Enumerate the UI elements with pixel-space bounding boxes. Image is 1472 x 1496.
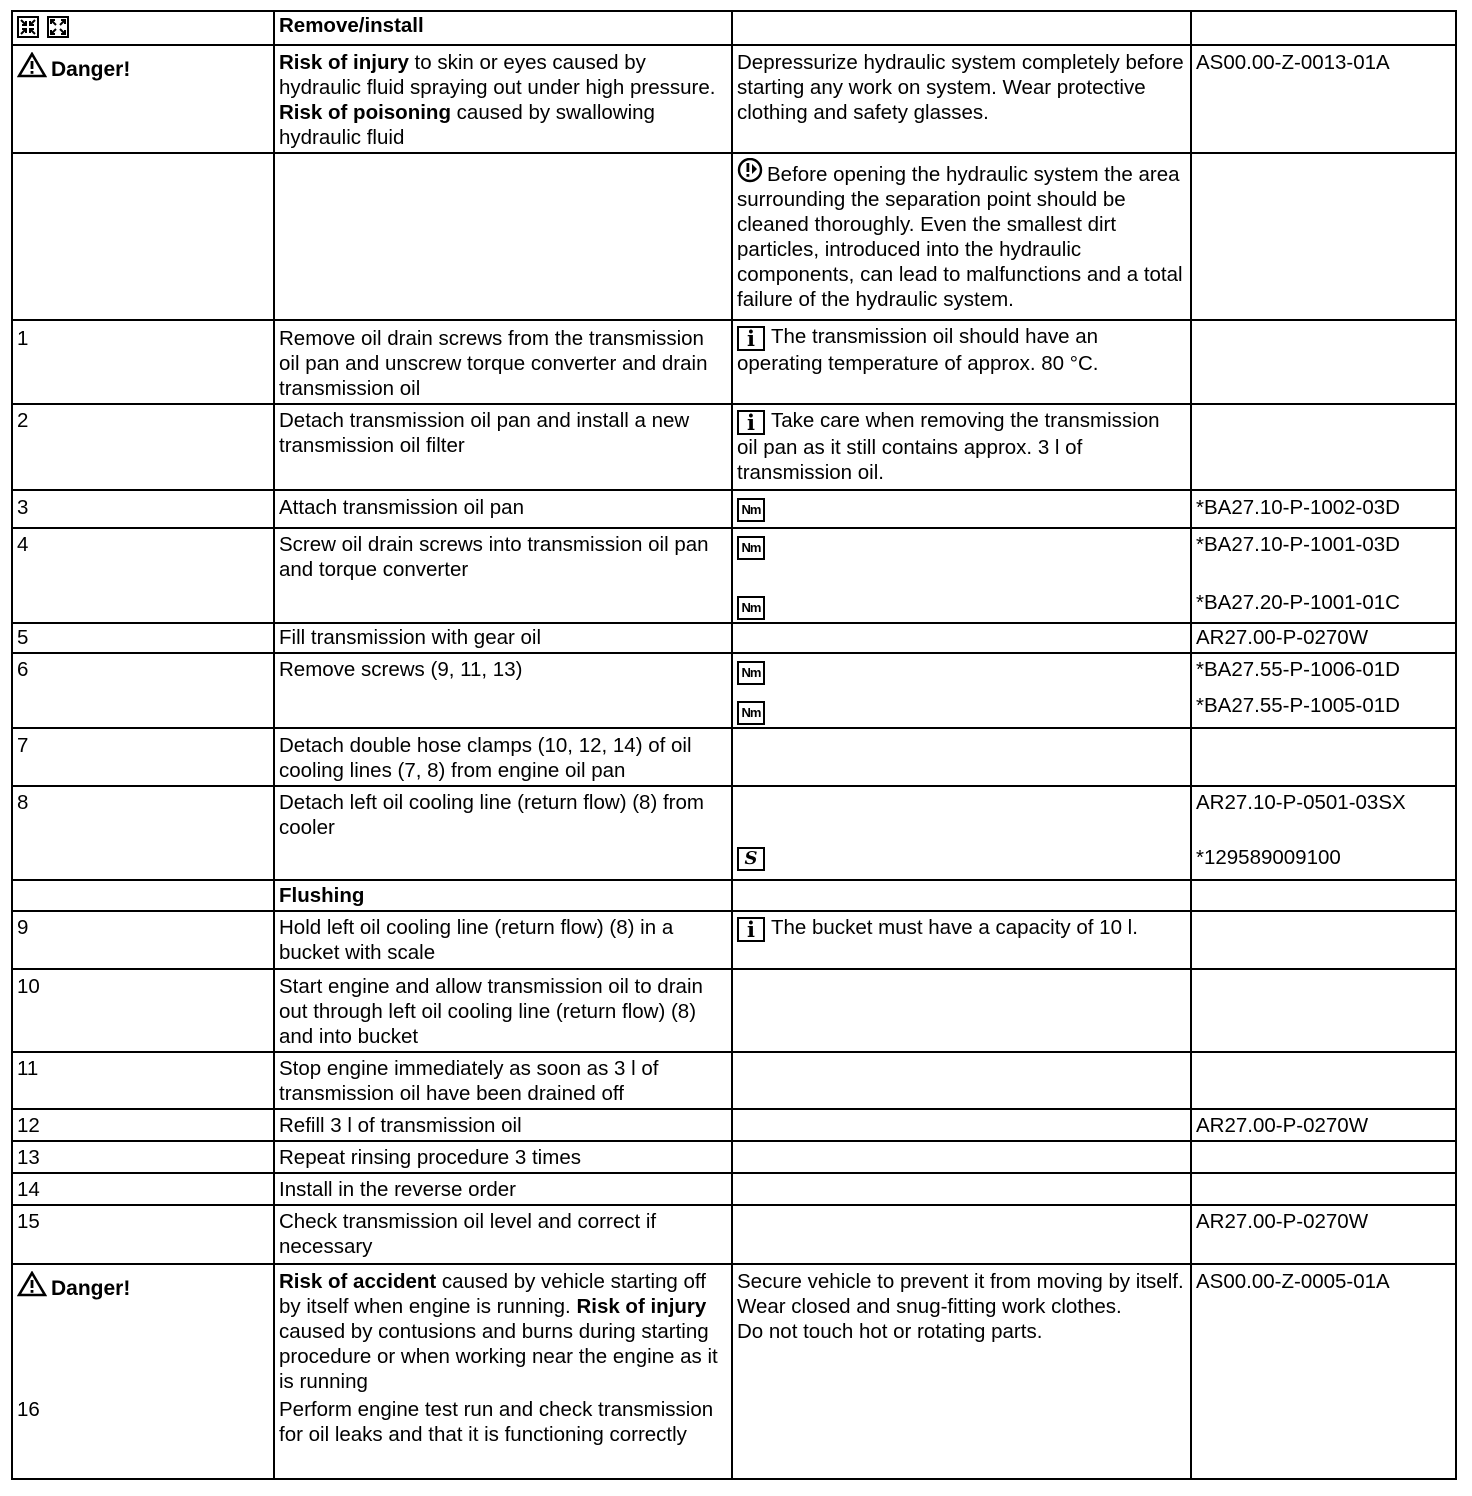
risk-heading: Risk of injury — [279, 51, 409, 74]
step-number — [12, 728, 274, 786]
step-row — [12, 623, 1456, 653]
step-description: Refill 3 l of transmission oil — [279, 1114, 522, 1137]
empty-cell — [1191, 880, 1456, 911]
danger-description — [274, 1264, 732, 1479]
torque-nm-icon[interactable]: Nm — [737, 498, 765, 522]
step-reference — [1191, 786, 1456, 880]
step-number-text: 6 — [17, 658, 29, 681]
empty-cell — [1191, 1141, 1456, 1173]
reference-link[interactable]: AS00.00-Z-0013-01A — [1196, 51, 1390, 74]
step-reference — [1191, 490, 1456, 528]
step-text — [274, 1052, 732, 1109]
empty-cell — [274, 153, 732, 320]
step-number — [12, 528, 274, 623]
note-text: Before opening the hydraulic system the area surrounding the separation point should be cleaned thoroughly. Even the smallest dirt particles, introduced into the hydraulic components, can lead to malfunctions and a total failure of the hydraulic system. — [737, 163, 1183, 311]
step-number — [12, 1141, 274, 1173]
torque-nm-icon[interactable]: Nm — [737, 701, 765, 725]
empty-cell — [732, 1141, 1191, 1173]
spacer — [17, 1301, 268, 1397]
spacer — [1196, 557, 1450, 590]
empty-cell — [1191, 969, 1456, 1052]
step-note — [732, 911, 1191, 969]
danger-row-engine — [12, 1264, 1456, 1479]
step-reference — [1191, 1205, 1456, 1264]
reference-link[interactable]: *BA27.10-P-1001-03D — [1196, 533, 1400, 556]
step-description: Perform engine test run and check transmission for oil leaks and that it is functioning correctly — [279, 1398, 714, 1446]
step-row — [12, 786, 1456, 880]
step-note — [732, 320, 1191, 404]
step-number-text: 16 — [17, 1398, 40, 1421]
spacer — [1196, 682, 1450, 693]
step-text — [274, 1205, 732, 1264]
risk-heading: Risk of injury — [576, 1295, 707, 1318]
step-text — [274, 969, 732, 1052]
step-description: Detach double hose clamps (10, 12, 14) of oil cooling lines (7, 8) from engine oil pan — [279, 734, 692, 782]
empty-cell — [732, 1109, 1191, 1141]
empty-cell — [732, 11, 1191, 45]
step-row — [12, 1052, 1456, 1109]
measure-text: Do not touch hot or rotating parts. — [737, 1320, 1043, 1343]
step-number-text: 3 — [17, 496, 29, 519]
spacer — [737, 685, 1185, 695]
reference-link[interactable]: *BA27.10-P-1002-03D — [1196, 496, 1400, 519]
empty-cell — [12, 880, 274, 911]
step-row — [12, 320, 1456, 404]
step-number-text: 12 — [17, 1114, 40, 1137]
empty-cell — [732, 880, 1191, 911]
step-description: Start engine and allow transmission oil to drain out through left oil cooling line (return flow) (8) and into bucket — [279, 975, 703, 1048]
empty-cell — [732, 969, 1191, 1052]
risk-text: caused by contusions and burns during starting procedure or when working near the engine as it is running — [279, 1320, 718, 1393]
step-number — [12, 1173, 274, 1205]
step-description: Attach transmission oil pan — [279, 496, 524, 519]
step-row — [12, 969, 1456, 1052]
step-row — [12, 1173, 1456, 1205]
step-number-text: 4 — [17, 533, 29, 556]
step-row — [12, 911, 1456, 969]
special-tool-icon[interactable]: S — [737, 847, 765, 871]
measure-text: Depressurize hydraulic system completely before starting any work on system. Wear protective clothing and safety glasses. — [737, 51, 1184, 124]
reference-link[interactable]: *BA27.20-P-1001-01C — [1196, 591, 1400, 614]
info-box-icon: i — [737, 917, 765, 942]
info-box-icon: i — [737, 326, 765, 351]
tool-reference-link[interactable]: *129589009100 — [1196, 846, 1341, 869]
step-number — [12, 623, 274, 653]
risk-heading: Risk of poisoning — [279, 101, 451, 124]
empty-cell — [1191, 153, 1456, 320]
step-note — [732, 490, 1191, 528]
measure-text: Wear closed and snug-fitting work clothes. — [737, 1295, 1122, 1318]
spacer — [737, 560, 1185, 590]
step-reference — [1191, 528, 1456, 623]
step-text — [274, 320, 732, 404]
empty-cell — [732, 1173, 1191, 1205]
step-number-text: 9 — [17, 916, 29, 939]
warning-triangle-icon — [17, 52, 47, 78]
step-number — [12, 969, 274, 1052]
step-description: Install in the reverse order — [279, 1178, 517, 1201]
empty-cell — [1191, 11, 1456, 45]
step-description: Detach transmission oil pan and install a new transmission oil filter — [279, 409, 690, 457]
step-text — [274, 490, 732, 528]
note-cell — [732, 153, 1191, 320]
subsection-title: Flushing — [279, 884, 365, 907]
step-row — [12, 728, 1456, 786]
step-number — [12, 911, 274, 969]
torque-nm-icon[interactable]: Nm — [737, 536, 765, 560]
danger-measure — [732, 45, 1191, 153]
note-row-cleaning — [12, 153, 1456, 320]
reference-link[interactable]: AS00.00-Z-0005-01A — [1196, 1270, 1390, 1293]
empty-cell — [12, 153, 274, 320]
step-text — [274, 786, 732, 880]
empty-cell — [732, 1205, 1191, 1264]
step-number-text: 5 — [17, 626, 29, 649]
note-text: The transmission oil should have an operating temperature of approx. 80 °C. — [737, 325, 1099, 375]
measure-text: Secure vehicle to prevent it from moving by itself. — [737, 1270, 1184, 1293]
step-number — [12, 1205, 274, 1264]
empty-cell — [732, 1052, 1191, 1109]
step-description: Remove oil drain screws from the transmission oil pan and unscrew torque converter and drain transmission oil — [279, 327, 708, 400]
danger-label: Danger! — [51, 58, 131, 81]
reference-link[interactable]: AR27.00-P-0270W — [1196, 1114, 1369, 1137]
step-reference — [1191, 653, 1456, 728]
step-text — [274, 728, 732, 786]
step-number-text: 10 — [17, 975, 40, 998]
step-number — [12, 1052, 274, 1109]
danger-row-hydraulic — [12, 45, 1456, 153]
step-text — [274, 653, 732, 728]
step-note — [732, 653, 1191, 728]
step-row — [12, 1205, 1456, 1264]
procedure-table — [11, 10, 1457, 1480]
step-text — [274, 528, 732, 623]
reference-link[interactable]: *BA27.55-P-1006-01D — [1196, 658, 1400, 681]
step-note — [732, 528, 1191, 623]
collapse-arrows-icon[interactable] — [17, 16, 39, 38]
empty-cell — [732, 728, 1191, 786]
reference-link[interactable]: AR27.00-P-0270W — [1196, 626, 1369, 649]
step-number-text: 13 — [17, 1146, 40, 1169]
reference-link[interactable]: AR27.00-P-0270W — [1196, 1210, 1369, 1233]
step-number — [12, 320, 274, 404]
step-description: Check transmission oil level and correct if necessary — [279, 1210, 657, 1258]
risk-text: to skin or eyes caused by hydraulic fluid spraying out under high pressure. — [279, 51, 716, 99]
torque-nm-icon[interactable]: Nm — [737, 596, 765, 620]
step-row — [12, 653, 1456, 728]
header-row — [12, 11, 1456, 45]
step-number — [12, 404, 274, 490]
empty-cell — [1191, 1173, 1456, 1205]
step-text — [274, 1141, 732, 1173]
empty-cell — [1191, 404, 1456, 490]
note-text: The bucket must have a capacity of 10 l. — [771, 916, 1138, 939]
info-box-icon: i — [737, 410, 765, 435]
step-text — [274, 404, 732, 490]
step-description: Screw oil drain screws into transmission oil pan and torque converter — [279, 533, 709, 581]
step-number-text: 14 — [17, 1178, 40, 1201]
step-text — [274, 1173, 732, 1205]
risk-heading: Risk of accident — [279, 1270, 437, 1293]
note-text: Take care when removing the transmission oil pan as it still contains approx. 3 l of transmission oil. — [737, 409, 1160, 484]
step-description: Hold left oil cooling line (return flow) (8) in a bucket with scale — [279, 916, 674, 964]
step-text — [274, 911, 732, 969]
header-title — [274, 11, 732, 45]
step-number-text: 15 — [17, 1210, 40, 1233]
note-circle-icon — [737, 158, 765, 184]
header-icons-cell — [12, 11, 274, 45]
subsection-title-cell — [274, 880, 732, 911]
step-number — [12, 786, 274, 880]
step-row — [12, 1141, 1456, 1173]
step-description: Remove screws (9, 11, 13) — [279, 658, 523, 681]
step-number — [12, 490, 274, 528]
step-text — [274, 1109, 732, 1141]
step-number-text: 7 — [17, 734, 29, 757]
step-description: Detach left oil cooling line (return flow) (8) from cooler — [279, 791, 704, 839]
step-description: Repeat rinsing procedure 3 times — [279, 1146, 581, 1169]
warning-triangle-icon — [17, 1271, 47, 1297]
step-number — [12, 1109, 274, 1141]
empty-cell — [1191, 320, 1456, 404]
step-row — [12, 404, 1456, 490]
danger-measure — [732, 1264, 1191, 1479]
empty-cell — [1191, 1052, 1456, 1109]
subsection-row — [12, 880, 1456, 911]
reference-link[interactable]: *BA27.55-P-1005-01D — [1196, 694, 1400, 717]
reference-link[interactable]: AR27.10-P-0501-03SX — [1196, 791, 1406, 814]
danger-reference — [1191, 1264, 1456, 1479]
spacer — [1196, 815, 1450, 845]
step-reference — [1191, 623, 1456, 653]
step-row — [12, 528, 1456, 623]
danger-description — [274, 45, 732, 153]
section-title: Remove/install — [279, 14, 424, 37]
empty-cell — [1191, 911, 1456, 969]
danger-label-cell — [12, 1264, 274, 1479]
step-number-text: 11 — [17, 1057, 39, 1080]
step-number-text: 1 — [17, 327, 29, 350]
step-number — [12, 653, 274, 728]
risk-text: caused by vehicle starting off by itself when engine is running. — [279, 1270, 706, 1318]
torque-nm-icon[interactable]: Nm — [737, 661, 765, 685]
step-description: Stop engine immediately as soon as 3 l of transmission oil have been drained off — [279, 1057, 659, 1105]
expand-arrows-icon[interactable] — [47, 16, 69, 38]
danger-label-cell — [12, 45, 274, 153]
step-number-text: 8 — [17, 791, 29, 814]
step-reference — [1191, 1109, 1456, 1141]
step-note — [732, 404, 1191, 490]
step-row — [12, 490, 1456, 528]
step-note — [732, 786, 1191, 880]
step-number-text: 2 — [17, 409, 29, 432]
danger-label: Danger! — [51, 1277, 131, 1300]
step-row — [12, 1109, 1456, 1141]
empty-cell — [1191, 728, 1456, 786]
danger-reference — [1191, 45, 1456, 153]
step-text — [274, 623, 732, 653]
risk-text: caused by swallowing hydraulic fluid — [279, 101, 655, 149]
empty-cell — [732, 623, 1191, 653]
step-description: Fill transmission with gear oil — [279, 626, 542, 649]
